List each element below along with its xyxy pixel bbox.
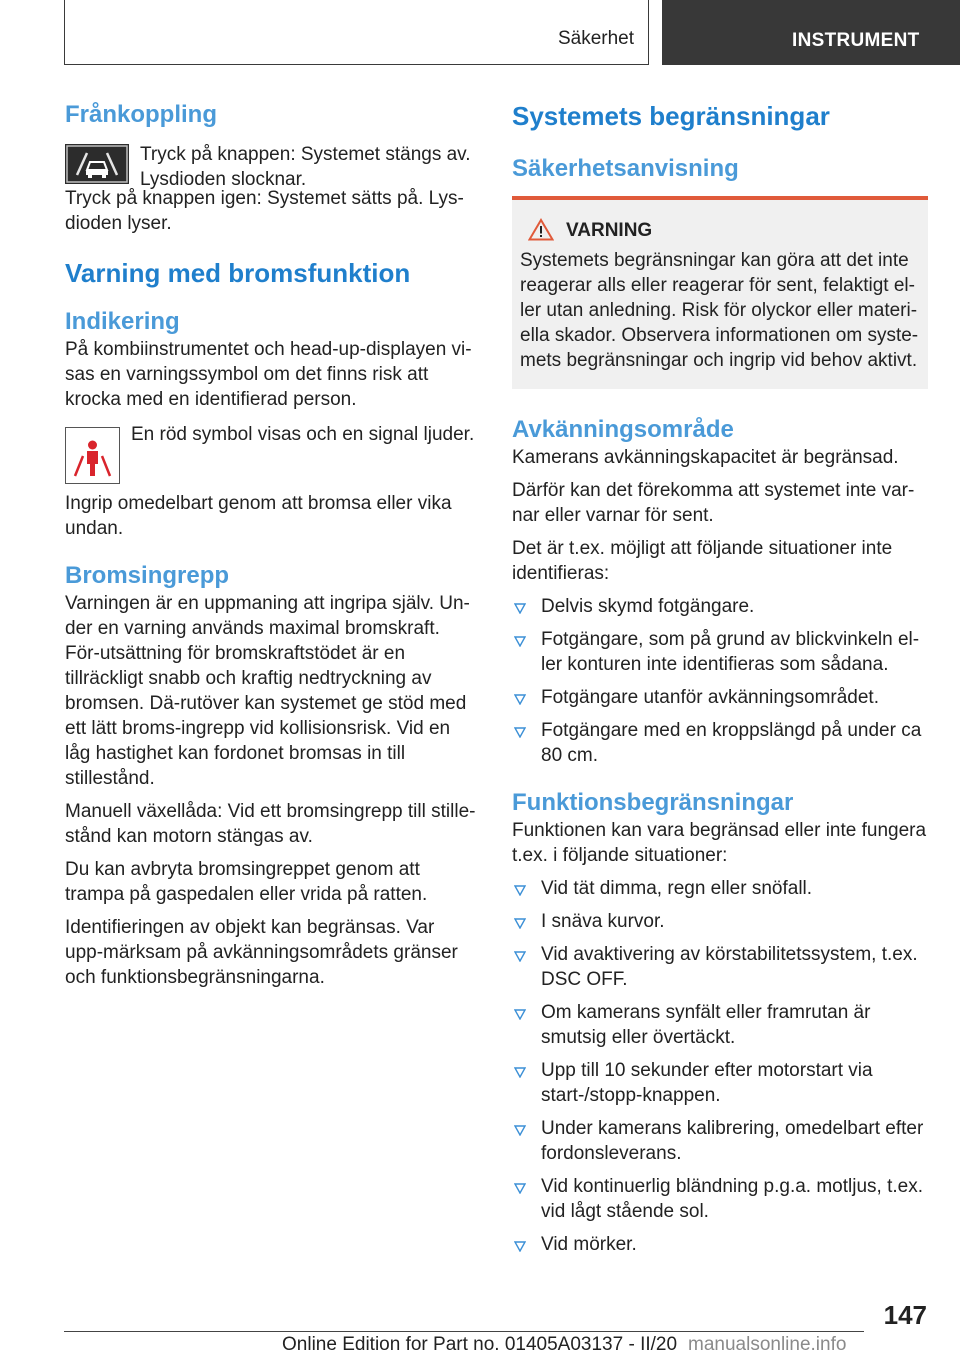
list-item-text: Om kamerans synfält eller framrutan är smutsig eller övertäckt. bbox=[541, 1002, 871, 1048]
footer-watermark: manualsonline.info bbox=[688, 1334, 847, 1355]
function-list bbox=[512, 876, 928, 1257]
header-chapter-tab bbox=[662, 0, 960, 65]
list-item bbox=[512, 1116, 928, 1166]
list-item bbox=[512, 627, 928, 677]
list-item bbox=[512, 1000, 928, 1050]
warning-title: VARNING bbox=[566, 220, 653, 241]
warning-box bbox=[512, 196, 928, 389]
brake-text-2: Manuell växellåda: Vid ett bromsingrepp till stille-stånd kan motorn stängas av. bbox=[65, 801, 476, 847]
list-item-text: Delvis skymd fotgängare. bbox=[541, 596, 755, 617]
bullet-triangle-icon bbox=[514, 1067, 526, 1078]
list-item bbox=[512, 718, 928, 768]
footer-divider bbox=[64, 1331, 864, 1332]
list-item bbox=[512, 876, 928, 901]
list-item-text: Under kamerans kalibrering, omedelbart efter fordonsleverans. bbox=[541, 1118, 924, 1164]
page-number: 147 bbox=[883, 1300, 927, 1330]
heading-detection-area: Avkänningsområde bbox=[512, 416, 734, 443]
indication-text-2: Ingrip omedelbart genom att bromsa eller vika undan. bbox=[65, 493, 452, 539]
bullet-triangle-icon bbox=[514, 1183, 526, 1194]
heading-function-limits: Funktionsbegränsningar bbox=[512, 789, 794, 816]
heading-indication: Indikering bbox=[65, 308, 180, 335]
list-item-text: Vid tät dimma, regn eller snöfall. bbox=[541, 878, 813, 899]
left-column bbox=[65, 100, 477, 990]
indication-icon-text: En röd symbol visas och en signal ljuder. bbox=[131, 424, 475, 445]
list-item-text: I snäva kurvor. bbox=[541, 911, 665, 932]
indication-icon-row bbox=[65, 423, 477, 491]
list-item-text: Fotgängare utanför avkänningsområdet. bbox=[541, 687, 879, 708]
list-item bbox=[512, 1058, 928, 1108]
list-item-text: Upp till 10 sekunder efter motorstart via start-/stopp-knappen. bbox=[541, 1060, 873, 1106]
pedestrian-warning-icon bbox=[65, 427, 120, 484]
brake-text-4: Identifieringen av objekt kan begränsas. Var upp-märksam på avkänningsområdets gränser och funktionsbegränsningarna. bbox=[65, 917, 458, 988]
indication-text-1: På kombiinstrumentet och head-up-displayen vi-sas en varningssymbol om det finns risk att krocka med en identifierad person. bbox=[65, 339, 472, 410]
list-item-text: Fotgängare med en kroppslängd på under ca 80 cm. bbox=[541, 720, 922, 766]
list-item bbox=[512, 909, 928, 934]
bullet-triangle-icon bbox=[514, 603, 526, 614]
warning-triangle-icon bbox=[528, 218, 554, 241]
header-section-tab bbox=[64, 0, 649, 65]
list-item-text: Vid mörker. bbox=[541, 1234, 637, 1255]
heading-brake-intervention: Bromsingrepp bbox=[65, 562, 230, 589]
bullet-triangle-icon bbox=[514, 636, 526, 647]
header-section-title: Säkerhet bbox=[557, 28, 634, 49]
detection-text-3: Det är t.ex. möjligt att följande situationer inte identifieras: bbox=[512, 538, 893, 584]
right-column bbox=[512, 100, 928, 1257]
disconnect-text-2: Tryck på knappen igen: Systemet sätts på. Lys-dioden lyser. bbox=[65, 188, 464, 234]
list-item bbox=[512, 1232, 928, 1257]
list-item-text: Vid avaktivering av körstabilitetssystem, t.ex. DSC OFF. bbox=[541, 944, 918, 990]
detection-list bbox=[512, 594, 928, 768]
bullet-triangle-icon bbox=[514, 918, 526, 929]
footer-edition: Online Edition for Part no. 01405A03137 - II/20 bbox=[282, 1334, 678, 1355]
disconnect-text-1: Tryck på knappen: Systemet stängs av. Lysdioden slocknar. bbox=[140, 144, 471, 190]
brake-text-1: Varningen är en uppmaning att ingripa själv. Un-der en varning används maximal bromskraft. För-utsättning för bromskraftstödet är en tillräckligt snabb och kraftig nedtryckning av bromsen. Dä-rutöver kan systemet ge stöd med ett lätt broms-ingrepp vid kollisionsrisk. Vid en låg hastighet kan fordonet bromsas in till stillestånd. bbox=[65, 593, 470, 789]
bullet-triangle-icon bbox=[514, 694, 526, 705]
heading-system-limits: Systemets begränsningar bbox=[512, 101, 830, 131]
bullet-triangle-icon bbox=[514, 1009, 526, 1020]
list-item bbox=[512, 942, 928, 992]
detection-text-2: Därför kan det förekomma att systemet inte var-nar eller varnar för sent. bbox=[512, 480, 915, 526]
bullet-triangle-icon bbox=[514, 1241, 526, 1252]
list-item-text: Vid kontinuerlig bländning p.g.a. motljus, t.ex. vid lågt stående sol. bbox=[541, 1176, 923, 1222]
warning-text: Systemets begränsningar kan göra att det inte reagerar alls eller reagerar för sent, felaktigt el-ler utan anledning. Risk för olyckor eller materi-ella skador. Observera informationen om syste-mets begränsningar och ingrip vid behov aktivt. bbox=[520, 250, 919, 371]
list-item bbox=[512, 594, 928, 619]
list-item-text: Fotgängare, som på grund av blickvinkeln el-ler konturen inte identifieras som sådana. bbox=[541, 629, 920, 675]
warning-title-row bbox=[566, 220, 920, 242]
list-item bbox=[512, 685, 928, 710]
list-item bbox=[512, 1174, 928, 1224]
function-text-1: Funktionen kan vara begränsad eller inte fungera t.ex. i följande situationer: bbox=[512, 820, 927, 866]
bullet-triangle-icon bbox=[514, 885, 526, 896]
heading-safety-note: Säkerhetsanvisning bbox=[512, 155, 739, 182]
bullet-triangle-icon bbox=[514, 951, 526, 962]
car-front-button-icon bbox=[65, 144, 129, 184]
brake-text-3: Du kan avbryta bromsingreppet genom att trampa på gaspedalen eller vrida på ratten. bbox=[65, 859, 428, 905]
heading-disconnect: Frånkoppling bbox=[65, 101, 217, 128]
bullet-triangle-icon bbox=[514, 1125, 526, 1136]
header-chapter-title: INSTRUMENT bbox=[792, 30, 920, 51]
bullet-triangle-icon bbox=[514, 727, 526, 738]
heading-warning-brake: Varning med bromsfunktion bbox=[65, 258, 411, 288]
detection-text-1: Kamerans avkänningskapacitet är begränsad. bbox=[512, 447, 899, 468]
